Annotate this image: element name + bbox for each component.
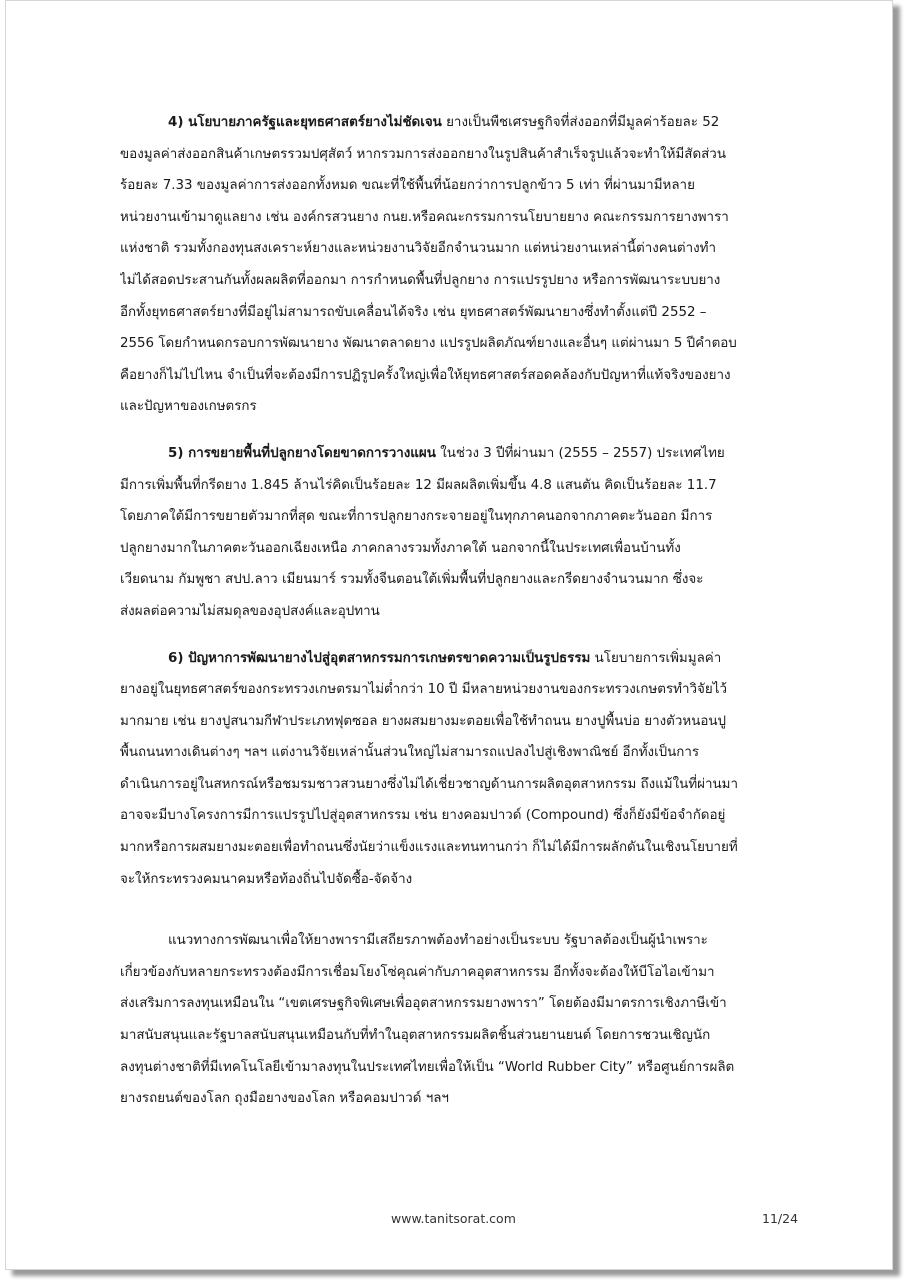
paragraph-line: มากหรือการผสมยางมะตอยเพื่อทำถนนซึ่งนัยว่าแข็งแรงและทนทานกว่า ก็ไม่ได้มีการผลักดันในเชิงนโยบายที่ — [120, 840, 738, 856]
paragraph-line: ยางอยู่ในยุทธศาสตร์ของกระทรวงเกษตรมาไม่ต่ำกว่า 10 ปี มีหลายหน่วยงานของกระทรวงเกษตรทำวิจัยไว้ — [120, 682, 727, 698]
paragraph-heading: 4) นโยบายภาครัฐและยุทธศาสตร์ยางไม่ชัดเจน — [168, 115, 442, 130]
paragraph-first-line: แนวทางการพัฒนาเพื่อให้ยางพารามีเสถียรภาพต้องทำอย่างเป็นระบบ รัฐบาลต้องเป็นผู้นำเพราะ — [168, 933, 708, 949]
paragraph-line: ส่งเสริมการลงทุนเหมือนใน “เขตเศรษฐกิจพิเศษเพื่ออุตสาหกรรมยางพารา” โดยต้องมีมาตรการเชิงภาษีเข้า — [120, 996, 727, 1012]
paragraph-line: พื้นถนนทางเดินต่างๆ ฯลฯ แต่งานวิจัยเหล่านั้นส่วนใหญ่ไม่สามารถแปลงไปสู่เชิงพาณิชย์ อีกทั้งเป็นการ — [120, 745, 700, 761]
paragraph-heading: 6) ปัญหาการพัฒนายางไปสู่อุตสาหกรรมการเกษตรขาดความเป็นรูปธรรม — [168, 650, 591, 666]
paragraph-line: ไม่ได้สอดประสานกันทั้งผลผลิตที่ออกมา การกำหนดพื้นที่ปลูกยาง การแปรรูปยาง หรือการพัฒนาระบบยาง — [120, 272, 721, 288]
paragraph-text: นโยบายการเพิ่มมูลค่า — [590, 650, 722, 666]
paragraph-line: อาจจะมีบางโครงการมีการแปรรูปไปสู่อุตสาหกรรม เช่น ยางคอมปาวด์ (Compound) ซึ่งก็ยังมีข้อจำกัดอยู่ — [120, 808, 726, 824]
document-body — [120, 107, 800, 1115]
paragraph-heading: 5) การขยายพื้นที่ปลูกยางโดยขาดการวางแผน — [168, 445, 436, 461]
paragraph-policy — [120, 107, 800, 423]
footer-website: www.tanitsorat.com — [391, 1211, 516, 1226]
paragraph-line: ยางรถยนต์ของโลก ถุงมือยางของโลก หรือคอมปาวด์ ฯลฯ — [120, 1091, 449, 1107]
paragraph-line: มาสนับสนุนและรัฐบาลสนับสนุนเหมือนกับที่ทำในอุตสาหกรรมผลิตชิ้นส่วนยานยนต์ โดยการชวนเชิญนัก — [120, 1028, 711, 1044]
paragraph-line: ดำเนินการอยู่ในสหกรณ์หรือชมรมชาวสวนยางซึ่งไม่ได้เชี่ยวชาญด้านการผลิตอุตสาหกรรม ถึงแม้ในที่ผ่านมา — [120, 776, 739, 792]
paragraph-first-line — [120, 107, 800, 139]
paragraph-line: ส่งผลต่อความไม่สมดุลของอุปสงค์และอุปทาน — [120, 603, 380, 619]
paragraph-development-approach — [120, 925, 800, 1115]
paragraph-line: ร้อยละ 7.33 ของมูลค่าการส่งออกทั้งหมด ขณะที่ใช้พื้นที่น้อยกว่าการปลูกข้าว 5 เท่า ที่ผ่านมามีหลาย — [120, 178, 695, 194]
paragraph-line: ปลูกยางมากในภาคตะวันออกเฉียงเหนือ ภาคกลางรวมทั้งภาคใต้ นอกจากนี้ในประเทศเพื่อนบ้านทั้ง — [120, 540, 681, 556]
paragraph-line: หน่วยงานเข้ามาดูแลยาง เช่น องค์กรสวนยาง กนย.หรือคณะกรรมการนโยบายยาง คณะกรรมการยางพารา — [120, 209, 729, 225]
paragraph-first-line — [120, 438, 800, 470]
paragraph-line: โดยภาคใต้มีการขยายตัวมากที่สุด ขณะที่การปลูกยางกระจายอยู่ในทุกภาคนอกจากภาคตะวันออก มีการ — [120, 509, 713, 525]
paragraph-line: 2556 โดยกำหนดกรอบการพัฒนายาง พัฒนาตลาดยาง แปรรูปผลิตภัณฑ์ยางและอื่นๆ แต่ผ่านมา 5 ปีคำตอบ — [120, 336, 737, 352]
paragraph-line: คือยางก็ไม่ไปไหน จำเป็นที่จะต้องมีการปฏิรูปครั้งใหญ่เพื่อให้ยุทธศาสตร์สอดคล้องกับปัญหาที่แท้จริงของยาง — [120, 367, 731, 383]
paragraph-expansion — [120, 438, 800, 628]
document-page — [5, 0, 893, 1270]
paragraph-line: มากมาย เช่น ยางปูสนามกีฬาประเภทฟุตซอล ยางผสมยางมะตอยเพื่อใช้ทำถนน ยางปูพื้นบ่อ ยางตัวหนอนปู — [120, 713, 727, 729]
paragraph-line: ของมูลค่าส่งออกสินค้าเกษตรรวมปศุสัตว์ หากรวมการส่งออกยางในรูปสินค้าสำเร็จรูปแล้วจะทำให้มีสัดส่วน — [120, 146, 726, 162]
paragraph-line: แห่งชาติ รวมทั้งกองทุนสงเคราะห์ยางและหน่วยงานวิจัยอีกจำนวนมาก แต่หน่วยงานเหล่านี้ต่างคนต่างทำ — [120, 241, 716, 257]
paragraph-text: ยางเป็นพืชเศรษฐกิจที่ส่งออกที่มีมูลค่าร้อยละ 52 — [441, 115, 720, 130]
paragraph-line: อีกทั้งยุทธศาสตร์ยางที่มีอยู่ไม่สามารถขับเคลื่อนได้จริง เช่น ยุทธศาสตร์พัฒนายางซึ่งทำตั้งแต่ปี 2552 – — [120, 304, 707, 320]
paragraph-line: เกี่ยวข้องกับหลายกระทรวงต้องมีการเชื่อมโยงโซ่คุณค่ากับภาคอุตสาหกรรม อีกทั้งจะต้องให้บีโอไอเข้ามา — [120, 964, 715, 980]
paragraph-line: ลงทุนต่างชาติที่มีเทคโนโลยีเข้ามาลงทุนในประเทศไทยเพื่อให้เป็น “World Rubber City” หรือศูนย์การผลิต — [120, 1059, 735, 1075]
paragraph-first-line — [120, 643, 800, 675]
page-number: 11/24 — [762, 1211, 799, 1226]
paragraph-industry — [120, 643, 800, 896]
paragraph-line: และปัญหาของเกษตรกร — [120, 399, 257, 415]
paragraph-line: เวียดนาม กัมพูชา สปป.ลาว เมียนมาร์ รวมทั้งจีนตอนใต้เพิ่มพื้นที่ปลูกยางและกรีดยางจำนวนมาก ซึ่งจะ — [120, 572, 704, 588]
paragraph-line: มีการเพิ่มพื้นที่กรีดยาง 1.845 ล้านไร่คิดเป็นร้อยละ 12 มีผลผลิตเพิ่มขึ้น 4.8 แสนตัน คิดเป็นร้อยละ 11.7 — [120, 477, 717, 493]
paragraph-text: ในช่วง 3 ปีที่ผ่านมา (2555 – 2557) ประเทศไทย — [435, 445, 725, 461]
paragraph-line: จะให้กระทรวงคมนาคมหรือท้องถิ่นไปจัดซื้อ-จัดจ้าง — [120, 871, 413, 887]
